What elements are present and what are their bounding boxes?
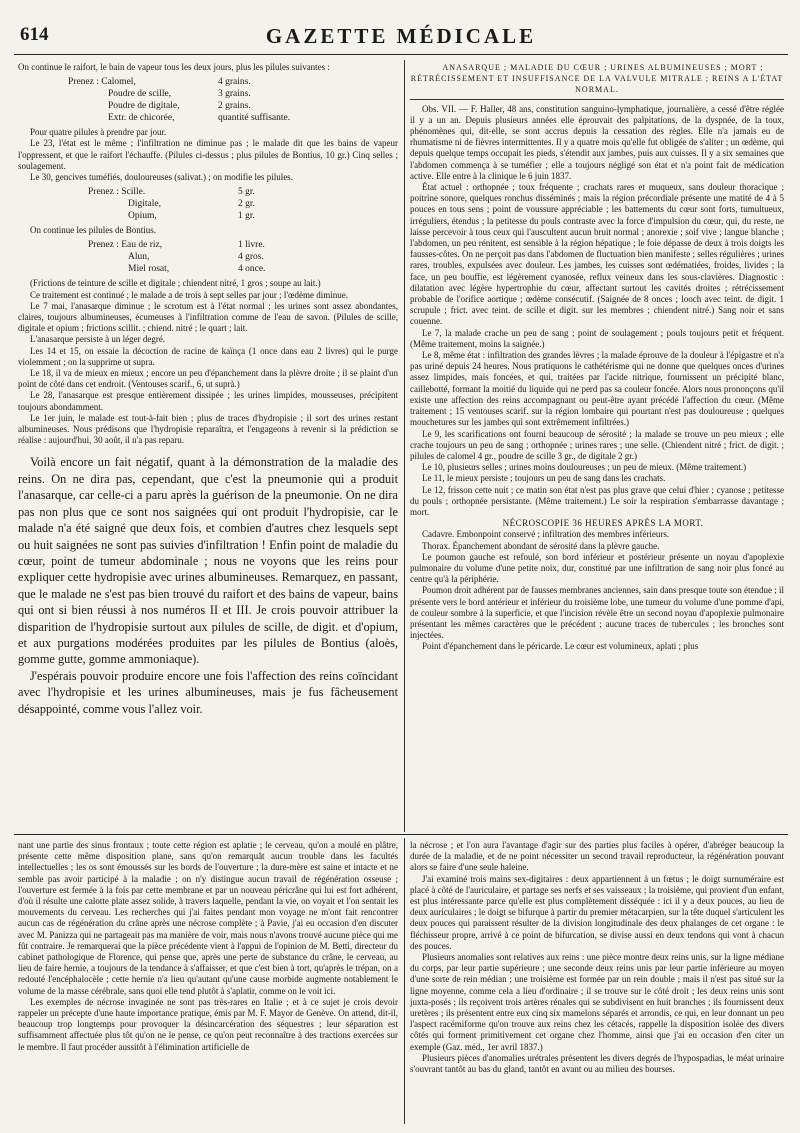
paragraph: Le 18, il va de mieux en mieux ; encore un peu d'épanchement dans la plèvre droite ; il se plaint d'un point de côté dans cet endroit. (Ventouses scarif., 6, ut suprà.) (18, 368, 398, 390)
paragraph: Pour quatre pilules à prendre par jour. (30, 127, 167, 138)
section-rule (14, 834, 788, 835)
quantity: 3 grains. (218, 89, 251, 100)
ingredient: Prenez : Eau de riz, (88, 240, 163, 251)
ingredient: Digitale, (128, 199, 161, 210)
ingredient: Poudre de scille, (108, 89, 172, 100)
quantity: 2 grains. (218, 101, 251, 112)
paragraph-commentary: J'espérais pouvoir produire encore une fois l'affection des reins coïncidant avec l'hydropisie et les urines albumineuses, mais je fus fâcheusement désappointé, comme vous l'allez voir. (18, 668, 398, 716)
ingredient: Prenez : Scille. (88, 187, 146, 198)
paragraph: la nécrose ; et l'on aura l'avantage d'agir sur des parties plus faciles à opérer, d'abréger beaucoup la durée de la maladie, et de ne point nécessiter un second travail reproducteur, la régénération pouvant alors se faire d'une seule haleine. (410, 840, 784, 873)
heading-rule (410, 99, 784, 100)
autopsy-heading: NÉCROSCOPIE 36 HEURES APRÈS LA MORT. (502, 518, 704, 529)
quantity: 1 livre. (238, 240, 265, 251)
quantity: 4 grains. (218, 77, 251, 88)
paragraph: J'ai examiné trois mains sex-digitaires : deux appartiennent à un fœtus ; le doigt surnuméraire est placé à côté de l'auriculaire, et partage ses nerfs et ses vaisseaux ; la troisième, qui provient d'un enfant, est plus intéressante parce qu'elle est plus complètement disséquée : ici il y a deux pouces, au lieu de deux auriculaires ; le doigt se bifurque à partir du premier métacarpien, sur la tête duquel s'articulent les deux pouces qui paraissent résulter de la division longitudinale des deux phalanges de cet organe : le fléchisseur propre, arrivé à ce point de bifurcation, se divise aussi en deux tendons qui vont à chacun des pouces. (410, 873, 784, 951)
paragraph: Le 7 mai, l'anasarque diminue ; le scrotum est à l'état normal ; les urines sont assez abondantes, claires, toujours albumineuses, écumeuses à l'infiltration comme de l'eau de savon. (Pilules de scille, digitale et opium ; frictions scillit. ; chiend. nitré ; le quart ; lait. (18, 300, 398, 334)
paragraph: Le 12, frisson cette nuit ; ce matin son état n'est pas plus grave que celui d'hier ; cyanose ; petitesse du pouls ; orthopnée persistante. (Même traitement.) Le soir la respiration s'embarrasse davantage ; mort. (410, 484, 784, 517)
ingredient: Opium, (128, 211, 157, 222)
prescription-row (88, 263, 398, 275)
prescription-row (88, 210, 398, 222)
prescription-row (68, 88, 398, 100)
paragraph: Plusieurs pièces d'anomalies urétrales présentent les divers degrés de l'hypospadias, le méat urinaire s'ouvrant tantôt au bas du gland, tantôt en avant ou au milieu des bourses. (410, 1052, 784, 1075)
case-heading: ANASARQUE ; MALADIE DU CŒUR ; URINES ALBUMINEUSES ; MORT ; RÉTRÉCISSEMENT ET INSUFFISANCE DE LA VALVULE MITRALE ; REINS A L'ÉTAT NORMAL. (410, 63, 784, 95)
quantity: 4 once. (238, 264, 266, 275)
paragraph: Plusieurs anomalies sont relatives aux reins : une pièce montre deux reins unis, sur la ligne médiane du corps, par leur partie supérieure ; une seconde deux reins unis par leur partie inférieure au moyen d'une sorte de rein médian ; une troisième est formée par un rein double ; mais il n'est pas situé sur la ligne moyenne, comme cela a lieu d'ordinaire ; il se trouve sur le côté droit ; les deux reins unis sont juxta-posés ; ils reçoivent trois artères rénales qui se subdivisent en huit branches ; ils fournissent deux uretères ; ils présentent entre eux cinq six mamelons séparés et arrondis, ce qui, en leur donnant un peu l'aspect racémiforme qu'on trouve aux reins chez les cétacés, rappelle la disposition isolée des divers côtés qui forment primitivement cet organe chez l'homme, ainsi que j'ai eu occasion d'en citer un exemple (Gaz. méd., 1er avril 1837.) (410, 952, 784, 1052)
paragraph: Le 9, les scarifications ont fourni beaucoup de sérosité ; la malade se trouve un peu mieux ; elle crache toujours un peu de sang ; orthopnée ; urines rares ; une selle. (Chiendent nitré ; frict. de digit. ; pilules de calomel 4 gr., poudre de scille 3 gr., de digitale 2 gr.) (410, 428, 784, 461)
column-divider (404, 60, 405, 832)
paragraph: Le 30, gencives tuméfiés, douloureuses (salivat.) ; on modifie les pilules. (30, 172, 293, 183)
paragraph: L'anasarque persiste à un léger degré. (30, 334, 166, 345)
column-lower-left (18, 840, 398, 1124)
column-lower-right (410, 840, 784, 1124)
prescription-row (88, 186, 398, 198)
paragraph: Les 14 et 15, on essaie la décoction de racine de kaïnça (1 once dans eau 2 livres) qui le purge violemment ; on la supprime ut supra. (18, 345, 398, 367)
paragraph: nant une partie des sinus frontaux ; toute cette région est aplatie ; le cerveau, qu'on a moulé en plâtre, présente cette même disposition plane, sans qu'on remarquât aucun trouble dans les facultés intellectuelles ; les os sont émoussés sur les bords de l'ouverture ; la dure-mère est saine et intacte et ne semble pas avoir participé à la maladie ; on n'y distingue aucun travail de régénération osseuse ; l'ouverture est fermée à la fois par cette membrane et par un nouveau péricrâne qui lui est fort adhérent, d'où il résulte une calotte plate assez solide, à travers laquelle, pendant la vie, on voyait et l'on sentait les mouvements du cerveau. Les recherches qui j'ai faites pendant mon voyage ne m'ont fait rencontrer aucun cas de régénération du crâne après une nécrose complète ; à Pavie, j'ai eu occasion d'en discuter avec M. Panizza qui ne partageait pas ma manière de voir, mais nous n'avons trouvé aucune pièce qui me fût contraire. Je remarquerai que la pièce précédente vient à l'appui de l'opinion de M. Betti, directeur du cabinet pathologique de Florence, qui pense que, après une perte de substance du crâne, le cerveau, au lieu de faire hernie, a toujours de la tendance à s'affaisser, et que c'est bien à tort, qu'après le trépan, on a redouté l'encéphalocèle ; cette hernie n'a lieu qu'autant qu'une cause morbide augmente notablement le volume de la masse cérébrale, sans quoi elle tend plutôt à s'aplatir, comme on le voit ici. (18, 840, 398, 996)
column-upper-right (410, 62, 784, 832)
prescription-row (68, 76, 398, 88)
prescription-row (68, 100, 398, 112)
quantity: 4 gros. (238, 252, 264, 263)
ingredient: Miel rosat, (128, 264, 170, 275)
paragraph: Poumon droit adhérent par de fausses membranes anciennes, sain dans presque toute son étendue ; il présente vers le bord antérieur et inférieur du troisième lobe, une tumeur du volume d'une pomme d'api, de couleur sombre à la superficie, et que l'incision révèle être un second noyau d'apoplexie pulmonaire présentant les mêmes caractères que le précédent ; aucune traces de tubercules ; les bronches sont injectées. (410, 585, 784, 641)
quantity: 2 gr. (238, 199, 255, 210)
paragraph: Le 8, même état : infiltration des grandes lèvres ; la malade éprouve de la douleur à l'épigastre et n'a pas uriné depuis 24 heures. Nous pratiquons le cathétérisme qui ne donne que quelques onces d'urines assez limpides, mais foncées, et qui, traitées par l'acide nitrique, fournissent un précipité blanc, caillebotté, formant la moitié du liquide qui ne perd pas sa couleur foncée. Alors nous prononçons qu'il existe une affection des reins accompagnant ou peut-être ayant précédé l'affection du cœur. (Même traitement ; 15 ventouses scarif. sur la région lombaire qui pourtant n'est pas douloureuse ; quelques mouchetures sur les jambes qui sont extrêmement infiltrées.) (410, 350, 784, 428)
paragraph: (Frictions de teinture de scille et digitale ; chiendent nitré, 1 gros ; soupe au lait.) (30, 278, 321, 289)
prescription-row (88, 198, 398, 210)
column-upper-left (18, 62, 398, 832)
quantity: 5 gr. (238, 187, 255, 198)
journal-title: GAZETTE MÉDICALE (265, 24, 537, 48)
paragraph: Les exemples de nécrose invaginée ne sont pas très-rares en Italie ; et à ce sujet je crois devoir rappeler un précepte d'une haute importance pratique, émis par M. F. Mayor de Genève. On attend, dit-il, beaucoup trop longtemps pour provoquer la désincarcération des séquestres ; leur séparation est suffisamment affectuée plus tôt qu'on ne le pense, ce qu'on peut reconnaître à des tractions exercées sur le membre. Il faut procéder aussitôt à l'élimination artificielle de (18, 996, 398, 1052)
paragraph-commentary: Voilà encore un fait négatif, quant à la démonstration de la maladie des reins. On ne dira pas, cependant, que c'est la pneumonie qui a produit l'anasarque, car celle-ci a paru après la guérison de la pneumonie. On ne dira pas non plus que ce sont nos saignées qui ont produit l'hydropisie, car le malade n'a été saigné que deux fois, et combien d'autres chez lesquels sept ou huit saignées ne sont pas suivies d'infiltration ! Enfin point de maladie du cœur, point de tumeur abdominale ; nous ne voyons que les reins pour expliquer cette hydropisie avec urines albumineuses. Remarquez, en passant, que le malade ne s'est pas bien trouvé du raifort et des bains de vapeur, bains qui ont si bien réussi à nos numéros II et III. Je crois pouvoir attribuer la disparition de l'hydropisie surtout aux pilules de scille, de digit. et d'opium, et aux purgations modérées produites par les pilules de Bontius (aloès, gomme gutte, gomme ammoniaque). (18, 455, 398, 667)
prescription-3 (88, 239, 398, 275)
paragraph: Le 1er juin, le malade est tout-à-fait bien ; plus de traces d'hydropisie ; il sort des urines restant albumineuses. Nous prédisons que l'hydropisie reparaîtra, et l'engageons à revenir si la prédiction se réalise : aujourd'hui, 30 août, il n'a pas reparu. (18, 412, 398, 446)
paragraph: Cadavre. Embonpoint conservé ; infiltration des membres inférieurs. (422, 529, 670, 540)
prescription-2 (88, 186, 398, 222)
paragraph: On continue le raifort, le bain de vapeur tous les deux jours, plus les pilules suivantes : (18, 62, 330, 72)
paragraph: Obs. VII. — F. Haller, 48 ans, constitution sanguino-lymphatique, journalière, a cessé d'être réglée il y a un an. Depuis plusieurs années elle éprouvait des palpitations, de la dyspnée, de la toux, phénomènes qui, dit-elle, se sont accrus depuis la cessation des règles. Elle n'a jamais eu de rhumatisme ni de fièvres intermittentes. Il y a quatre mois qu'elle fut obligée de s'aliter ; un œdème, qui depuis quelque temps occupait les pieds, s'étendit aux jambes, puis aux cuisses. Il y a six semaines que l'abdomen commença à se tuméfier ; elle a toujours négligé son état et n'a point fait de médication active. Elle entre à la clinique le 6 juin 1837. (410, 103, 784, 181)
prescription-row (68, 112, 398, 124)
paragraph: Le poumon gauche est refoulé, son bord inférieur et postérieur présente un noyau d'apoplexie pulmonaire du volume d'une petite noix, dur, constitué par une infiltration de sang noir plus foncé au centre qu'à la périphérie. (410, 551, 784, 585)
paragraph: Ce traitement est continué ; le malade a de trois à sept selles par jour ; l'œdème diminue. (30, 289, 349, 300)
newspaper-page (14, 10, 788, 1125)
ingredient: Alun, (128, 252, 150, 263)
header-rule (14, 54, 788, 55)
paragraph: Le 28, l'anasarque est presque entièrement dissipée ; les urines limpides, mousseuses, précipitent toujours abondamment. (18, 390, 398, 412)
prescription-row (88, 239, 398, 251)
prescription-1 (68, 76, 398, 124)
paragraph: Thorax. Épanchement abondant de sérosité dans la plèvre gauche. (422, 540, 660, 551)
quantity: quantité suffisante. (218, 113, 291, 124)
page-number: 614 (20, 24, 49, 45)
quantity: 1 gr. (238, 211, 255, 222)
paragraph: Le 10, plusieurs selles ; urines moins douloureuses ; un peu de mieux. (Même traitement.) (422, 462, 747, 473)
paragraph: Le 7, la malade crache un peu de sang ; point de soulagement ; pouls toujours petit et fréquent. (Même traitement, moins la saignée.) (410, 327, 784, 349)
ingredient: Prenez : Calomel, (68, 77, 136, 88)
paragraph: Le 11, le mieux persiste ; toujours un peu de sang dans les crachats. (422, 473, 666, 484)
ingredient: Poudre de digitale, (108, 101, 180, 112)
ingredient: Extr. de chicorée, (108, 113, 175, 124)
paragraph: On continue les pilules de Bontius. (30, 225, 156, 236)
paragraph: Point d'épanchement dans le péricarde. Le cœur est volumineux, aplati ; plus (422, 641, 699, 652)
paragraph: Le 23, l'état est le même ; l'infiltration ne diminue pas ; le malade dit que les bains de vapeur l'oppressent, et que le raifort l'échauffe. (Pilules ci-dessus ; plus pilules de Bontius, 10 gr.) Cinq selles ; soulagement. (18, 138, 398, 171)
page-header (14, 10, 788, 50)
paragraph: État actuel : orthopnée ; toux fréquente ; crachats rares et muqueux, sans douleur thoracique ; poitrine sonore, quelques ronchus disséminés ; mais la région précordiale présente une matité de 4 à 5 pouces en tous sens ; point de voussure appréciable ; les battements du cœur sont forts, tumultueux, irréguliers, étendus ; la petitesse du pouls contraste avec la force d'impulsion du cœur, qui, du reste, ne laisse percevoir à tous ceux qui l'auscultent aucun bruit normal ; anorexie ; soif vive ; langue blanche ; l'abdomen, un peu rénitent, est sensible à la région hépatique ; le foie dépasse de deux à trois doigts les fausses-côtes. On ne perçoit pas dans l'abdomen de fluctuation bien manifeste ; selles régulières ; urines rares, troubles, expulsées avec douleur. Les jambes, les cuisses sont œdématiées, froides, livides ; la face, un peu bouffie, est légèrement cyanosée, reflux veineux dans les sous-clavières. Diagnostic : dilatation avec légère hypertrophie du cœur, affectant surtout les cavités droites ; rétrécissement probable de l'orifice aortique ; œdème consécutif. (Saignée de 8 onces ; looch avec teint. de digit. 1 scrupule ; frict. avec teint. de scille et digit. sur les membres ; chiendent nitré.) Sang noir et sans couenne. (410, 182, 784, 327)
column-divider (404, 838, 405, 1124)
prescription-row (88, 251, 398, 263)
